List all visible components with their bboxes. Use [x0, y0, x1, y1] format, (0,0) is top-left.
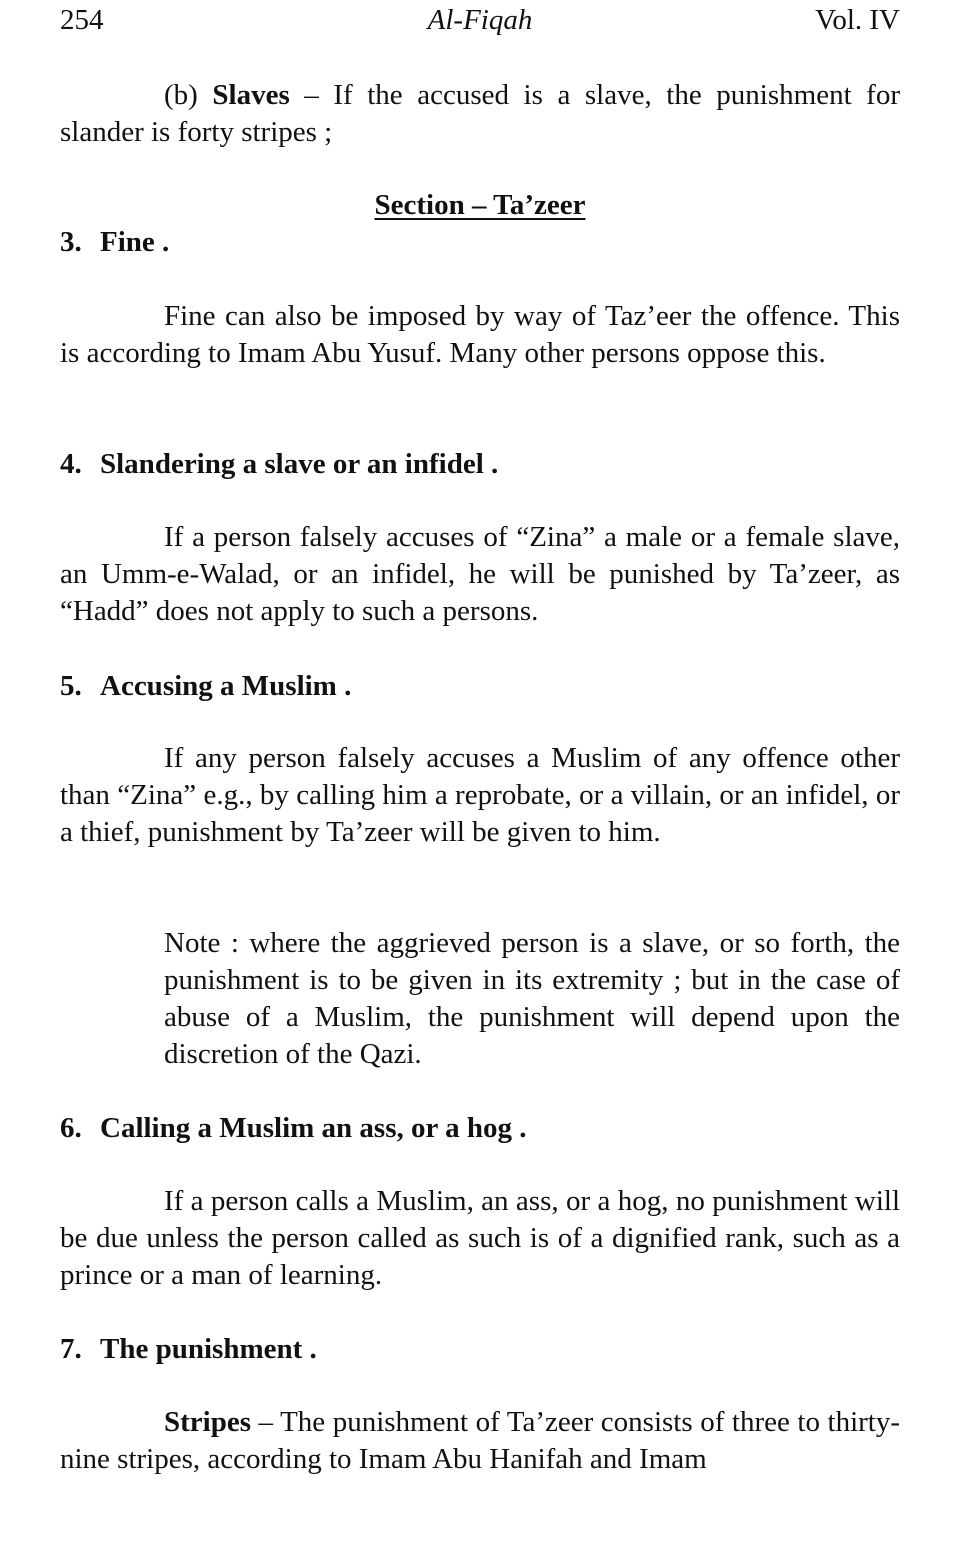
- item-number: 5.: [60, 670, 82, 702]
- paragraph-text: If a person falsely accuses of “Zina” a male or a female slave, an Umm-e-Walad, or an infidel, he will be punished by Ta’zeer, as “Hadd” does not apply to such a persons.: [60, 521, 900, 627]
- intro-lead: (b): [164, 79, 213, 111]
- item-paragraph-5: [60, 740, 900, 851]
- note-text: Note : where the aggrieved person is a slave, or so forth, the punishment is to be given in its extremity ; but in the case of abuse of a Muslim, the punishment will depend upon the discretion of the Qazi.: [164, 927, 900, 1070]
- intro-paragraph: [60, 77, 900, 151]
- section-title: Section – Ta’zeer: [374, 189, 586, 221]
- paragraph-text: If a person calls a Muslim, an ass, or a hog, no punishment will be due unless the person called as such is of a dignified rank, such as a prince or a man of learning.: [60, 1185, 900, 1291]
- item-heading-5: [60, 668, 900, 705]
- paragraph-text: Fine can also be imposed by way of Taz’eer the offence. This is according to Imam Abu Yusuf. Many other persons oppose this.: [60, 300, 900, 369]
- item-heading-6: [60, 1110, 900, 1147]
- intro-text: – If the accused is a slave, the punishment for slander is forty stripes ;: [60, 79, 900, 148]
- item-heading-7: [60, 1331, 900, 1368]
- item-number: 7.: [60, 1333, 82, 1365]
- item-heading-4: [60, 446, 900, 483]
- book-title: Al-Fiqah: [427, 4, 533, 36]
- item-paragraph-3: [60, 298, 900, 372]
- item-paragraph-4: [60, 519, 900, 630]
- item-title: Fine .: [100, 226, 170, 258]
- volume-label: Vol. IV: [815, 4, 900, 36]
- item-title: Accusing a Muslim .: [100, 670, 352, 702]
- item-title: Slandering a slave or an infidel .: [100, 448, 499, 480]
- item-paragraph-6: [60, 1183, 900, 1294]
- item-paragraph-7: [60, 1404, 900, 1478]
- item-title: The punishment .: [100, 1333, 317, 1365]
- item-number: 4.: [60, 448, 82, 480]
- paragraph-text: – The punishment of Ta’zeer consists of three to thirty-nine stripes, according to Imam Abu Hanifah and Imam: [60, 1406, 900, 1475]
- item-number: 3.: [60, 226, 82, 258]
- running-head: [60, 2, 900, 42]
- page-number: 254: [60, 4, 104, 36]
- item-heading-3: [60, 224, 900, 261]
- item-number: 6.: [60, 1112, 82, 1144]
- paragraph-term: Stripes: [164, 1406, 251, 1438]
- note-block: [60, 925, 900, 1073]
- intro-term: Slaves: [212, 79, 290, 111]
- paragraph-text: If any person falsely accuses a Muslim of any offence other than “Zina” e.g., by calling him a reprobate, or a villain, or an infidel, or a thief, punishment by Ta’zeer will be given to him.: [60, 742, 900, 848]
- item-title: Calling a Muslim an ass, or a hog .: [100, 1112, 527, 1144]
